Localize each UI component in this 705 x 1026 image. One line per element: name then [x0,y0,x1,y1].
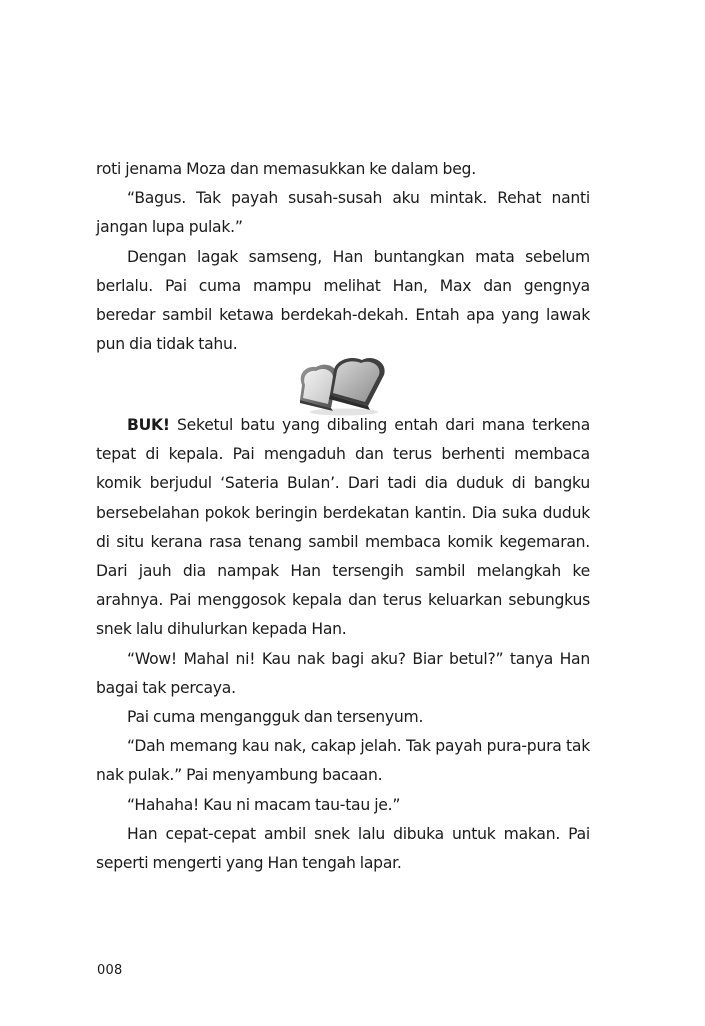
bread-slices-icon [296,355,390,417]
paragraph: Dengan lagak samseng, Han buntangkan mata sebelum berlalu. Pai cuma mampu melihat Han, Max dan gengnya beredar sambil ketawa berdekah-dekah. Entah apa yang lawak pun dia tidak tahu. [96,247,590,354]
paragraph [96,411,590,645]
text-section-1 [96,155,590,359]
page-number: 008 [97,963,123,978]
paragraph-text: Seketul batu yang dibaling entah dari mana terkena tepat di kepala. Pai mengaduh dan terus berhenti membaca komik berjudul ‘Sateria Bulan’. Dari tadi dia duduk di bangku bersebelahan pokok beringin berdekatan kantin. Dia suka duduk di situ kerana rasa tenang sambil membaca komik kegemaran. Dari jauh dia nampak Han tersengih sambil melangkah ke arahnya. Pai menggosok kepala dan terus keluarkan sebungkus snek lalu dihulurkan kepada Han. [96,416,590,639]
paragraph: “Dah memang kau nak, cakap jelah. Tak payah pura-pura tak nak pulak.” Pai menyambung bacaan. [96,737,590,785]
paragraph: “Wow! Mahal ni! Kau nak bagi aku? Biar betul?” tanya Han bagai tak percaya. [96,649,590,697]
paragraph: roti jenama Moza dan memasukkan ke dalam beg. [96,160,476,178]
paragraph: Han cepat-cepat ambil snek lalu dibuka untuk makan. Pai seperti mengerti yang Han tengah lapar. [96,824,590,873]
paragraph: “Bagus. Tak payah susah-susah aku mintak. Rehat nanti jangan lupa pulak.” [96,189,590,237]
text-section-2 [96,411,590,878]
paragraph: “Hahaha! Kau ni macam tau-tau je.” [127,795,401,814]
paragraph: Pai cuma mengangguk dan tersenyum. [127,708,424,727]
emphasis-sound-word: BUK! [127,416,170,434]
